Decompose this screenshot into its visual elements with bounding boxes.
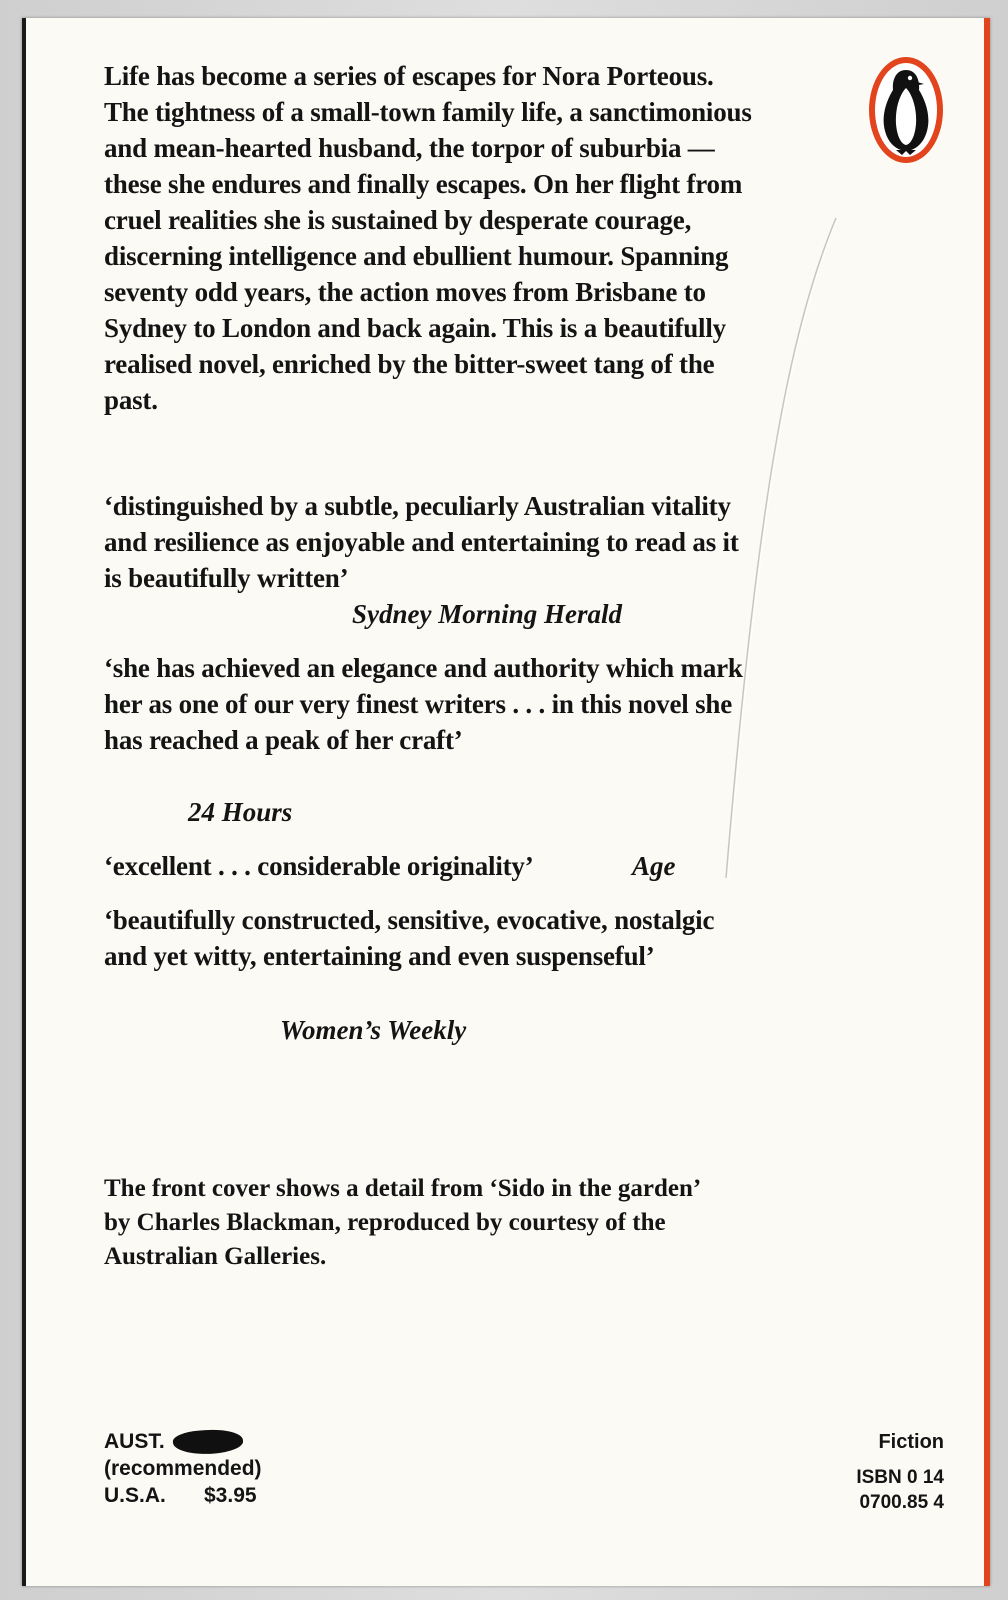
- review-source: Sydney Morning Herald: [352, 599, 623, 629]
- review-quote: ‘she has achieved an elegance and authority which mark her as one of our very finest writers . . . in this novel she has reached a peak of her craft’: [104, 653, 743, 755]
- isbn-line: 0700.85 4: [859, 1492, 944, 1513]
- usa-label: U.S.A.: [104, 1484, 166, 1507]
- usa-price: $3.95: [204, 1484, 257, 1507]
- review-quote: ‘beautifully constructed, sensitive, evocative, nostalgic and yet witty, entertaining and even suspenseful’: [104, 905, 715, 971]
- book-back-cover: [22, 18, 990, 1586]
- price-row-usa: [104, 1482, 262, 1509]
- recommended-label: (recommended): [104, 1457, 262, 1480]
- cover-art-credit: The front cover shows a detail from ‘Sido in the garden’ by Charles Blackman, reproduced by courtesy of the Australian Galleries.: [104, 1175, 700, 1270]
- aust-label: AUST.: [104, 1430, 165, 1453]
- review-quote: ‘distinguished by a subtle, peculiarly Australian vitality and resilience as enjoyable and entertaining to read as it is beautifully written’: [104, 491, 739, 593]
- catalog-block: [856, 1430, 944, 1515]
- penguin-logo-icon: [866, 54, 946, 166]
- isbn-line: ISBN 0 14: [856, 1467, 944, 1488]
- review-source: Women’s Weekly: [280, 1015, 467, 1045]
- price-row-aust: [104, 1428, 262, 1455]
- book-blurb: Life has become a series of escapes for Nora Porteous. The tightness of a small-town family life, a sanctimonious and mean-hearted husband, the torpor of suburbia — these she endures and finally escapes. On her flight from cruel realities she is sustained by desperate courage, discerning intelligence and ebullient humour. Spanning seventy odd years, the action moves from Brisbane to Sydney to London and back again. This is a beautifully realised novel, enriched by the bitter-sweet tang of the past.: [104, 61, 752, 415]
- price-block: [104, 1428, 262, 1509]
- review-source: 24 Hours: [188, 797, 293, 827]
- obscured-price-mark: [172, 1428, 244, 1457]
- review-quote: ‘excellent . . . considerable originality’: [104, 851, 534, 881]
- price-row-recommended: [104, 1455, 262, 1482]
- genre-label: Fiction: [878, 1431, 944, 1453]
- review-source: Age: [632, 851, 676, 881]
